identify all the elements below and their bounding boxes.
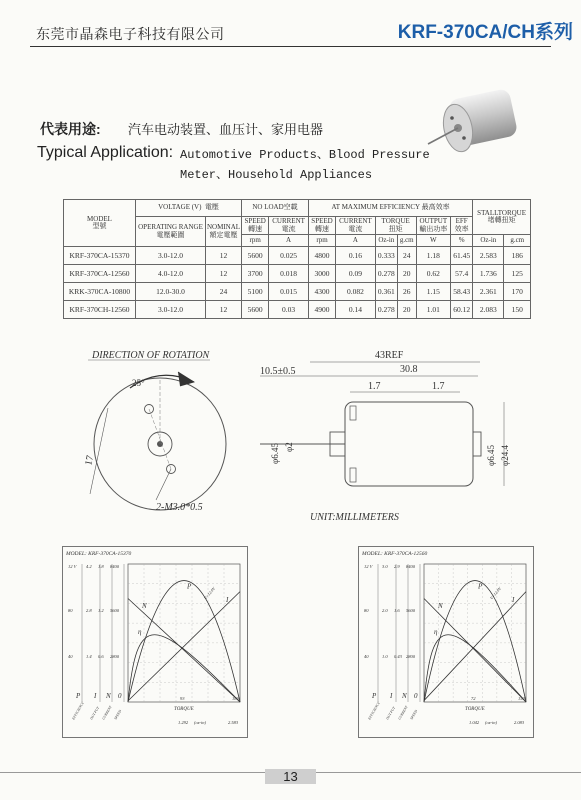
curve-label-eta: η — [138, 628, 142, 636]
stat-label: OUT PUT — [385, 705, 397, 721]
table-cell: 0.09 — [336, 265, 376, 283]
table-cell: 20 — [397, 301, 416, 319]
speed-curve — [424, 599, 526, 703]
dim-30-8: 30.8 — [400, 364, 418, 375]
column-label: N — [402, 692, 407, 700]
table-cell: 0.03 — [269, 301, 309, 319]
voltage-annotation: V=12.0V — [202, 586, 217, 601]
y-axis-tick: 1.4 — [86, 654, 92, 659]
rotation-arrowhead — [178, 372, 194, 386]
y-axis-tick: 3.0 — [382, 564, 388, 569]
y-axis-tick: 8400 — [110, 564, 119, 569]
unit-rpm: rpm — [242, 235, 269, 247]
company-name: 东莞市晶森电子科技有限公司 — [36, 26, 225, 42]
y-axis-tick: 8400 — [406, 564, 415, 569]
y-axis-tick: 1.2 — [98, 608, 104, 613]
speed-curve — [128, 599, 240, 703]
chart-frame — [359, 547, 534, 738]
table-cell: 4300 — [308, 283, 335, 301]
y-axis-tick: 40 — [364, 654, 369, 659]
voltage-annotation: V=12.0V — [488, 586, 503, 601]
x-tick-g: 150 — [518, 696, 525, 701]
curve-label-n: N — [438, 602, 443, 610]
stat-label: OUT PUT — [89, 705, 101, 721]
table-cell: 0.015 — [269, 283, 309, 301]
x-tick: 2.583 — [228, 720, 239, 725]
table-cell: 0.025 — [269, 247, 309, 265]
unit-a-2: A — [336, 235, 376, 247]
table-cell: 186 — [504, 247, 531, 265]
table-cell: 20 — [397, 265, 416, 283]
column-label: 0 — [414, 692, 418, 700]
table-cell: 0.62 — [416, 265, 451, 283]
y-axis-tick: 1.6 — [394, 608, 400, 613]
table-cell: 5600 — [242, 247, 269, 265]
y-axis-tick: 2.9 — [394, 564, 400, 569]
eff-header: EFF 效率 — [451, 217, 473, 235]
table-cell: 24 — [206, 283, 242, 301]
units-label: UNIT:MILLIMETERS — [310, 512, 399, 523]
column-label: 0 — [118, 692, 122, 700]
table-row — [64, 265, 531, 283]
rotation-title: DIRECTION OF ROTATION — [92, 350, 210, 361]
efficiency-curve — [128, 635, 240, 702]
table-cell: 150 — [504, 301, 531, 319]
unit-w: W — [416, 235, 451, 247]
x-tick: 1.042 — [469, 720, 480, 725]
stat-label: CURRENT — [397, 705, 409, 721]
table-cell: 0.16 — [336, 247, 376, 265]
no-load-header: NO LOAD空載 — [242, 200, 309, 217]
table-cell: KRF-370CH-12560 — [64, 301, 136, 319]
x-tick: 2.083 — [514, 720, 525, 725]
angle-label: 25° — [132, 378, 145, 388]
table-cell: 4900 — [308, 301, 335, 319]
model-header: MODEL 型號 — [64, 200, 136, 247]
output-curve — [128, 581, 240, 702]
unit-pct: % — [451, 235, 473, 247]
x-tick: 1.292 — [178, 720, 189, 725]
application-label-cn: 代表用途: — [40, 121, 101, 137]
y-axis-tick: 2.8 — [86, 608, 92, 613]
table-cell: 0.361 — [375, 283, 397, 301]
table-cell: 60.12 — [451, 301, 473, 319]
table-cell: 4800 — [308, 247, 335, 265]
table-cell: 1.18 — [416, 247, 451, 265]
table-cell: 125 — [504, 265, 531, 283]
dim-6-45a: φ6.45 — [270, 443, 280, 464]
stat-label: EFFICIENCY — [71, 701, 85, 721]
column-label: I — [390, 692, 393, 700]
application-text-en-1: Automotive Products、Blood Pressure — [180, 148, 430, 162]
y-axis-tick: 40 — [68, 654, 73, 659]
dim-24-4: φ24.4 — [500, 445, 510, 466]
dim-1-7b: 1.7 — [432, 381, 445, 392]
performance-chart-12560 — [358, 546, 534, 738]
table-cell: 3000 — [308, 265, 335, 283]
speed-header: SPEED 轉速 — [242, 217, 269, 235]
max-eff-header: AT MAXIMUM EFFICIENCY 最高效率 — [308, 200, 472, 217]
table-cell: 0.333 — [375, 247, 397, 265]
stat-label: SPEED — [113, 709, 123, 721]
table-cell: 0.278 — [375, 265, 397, 283]
stat-label: CURRENT — [101, 705, 113, 721]
dim-1-7a: 1.7 — [368, 381, 381, 392]
column-label: P — [372, 692, 377, 700]
y-axis-tick: 80 — [364, 608, 369, 613]
curve-label-p: P — [478, 582, 483, 591]
curve-label-n: N — [142, 602, 147, 610]
stat-label: EFFICIENCY — [367, 701, 381, 721]
rear-boss-side — [473, 432, 481, 456]
performance-chart-15370 — [62, 546, 248, 738]
motor-side-body — [345, 402, 473, 486]
stat-label: SPEED — [409, 709, 419, 721]
table-cell: 26 — [397, 283, 416, 301]
table-cell: KRK-370CA-10800 — [64, 283, 136, 301]
table-cell: 3.0-12.0 — [136, 247, 206, 265]
page-number: 13 — [0, 768, 581, 786]
nominal-header: NOMINAL 額定電壓 — [206, 217, 242, 247]
y-axis-tick: 0.43 — [394, 654, 402, 659]
dim-2: φ2 — [284, 442, 294, 452]
stall-header: STALLTORQUE 堵轉扭矩 — [473, 200, 531, 235]
dim-17-label: 17 — [83, 454, 97, 467]
curve-label-i: I — [512, 596, 515, 604]
holes-leader — [156, 469, 171, 500]
curve-label-p: P — [187, 582, 192, 591]
y-axis-tick: 2800 — [110, 654, 119, 659]
table-cell: 4.0-12.0 — [136, 265, 206, 283]
plot-area — [128, 564, 240, 702]
y-axis-tick: 2.0 — [382, 608, 388, 613]
table-cell: 12 — [206, 247, 242, 265]
torque-header: TORQUE 扭矩 — [375, 217, 416, 235]
table-cell: 12 — [206, 265, 242, 283]
table-cell: 1.736 — [473, 265, 504, 283]
y-axis-tick: 12 V — [68, 564, 77, 569]
chart-title: MODEL: KRF-370CA-15370 — [66, 551, 132, 557]
spec-table — [63, 199, 531, 319]
column-label: N — [106, 692, 111, 700]
output-header: OUTPUT 輸出功率 — [416, 217, 451, 235]
table-row — [64, 247, 531, 265]
y-axis-tick: 80 — [68, 608, 73, 613]
x-unit: (oz-in) — [194, 720, 206, 725]
y-axis-tick: 0.6 — [98, 654, 104, 659]
mechanical-drawing — [60, 344, 530, 534]
ref-length: 43REF — [375, 350, 404, 361]
table-cell: KRF-370CA-15370 — [64, 247, 136, 265]
current-header-2: CURRENT 電流 — [336, 217, 376, 235]
curve-label-eta: η — [434, 628, 438, 636]
y-axis-tick: 5600 — [110, 608, 119, 613]
table-row — [64, 283, 531, 301]
unit-rpm-2: rpm — [308, 235, 335, 247]
speed-header-2: SPEED 轉速 — [308, 217, 335, 235]
table-cell: 12.0-30.0 — [136, 283, 206, 301]
unit-ozin-2: Oz-in — [473, 235, 504, 247]
table-cell: 0.018 — [269, 265, 309, 283]
table-cell: 12 — [206, 301, 242, 319]
table-cell: 170 — [504, 283, 531, 301]
chart-title: MODEL: KRF-370CA-12560 — [362, 551, 428, 557]
application-text-cn: 汽车电动装置、血压计、家用电器 — [128, 122, 324, 137]
y-axis-tick: 1.0 — [382, 654, 388, 659]
x-tick-g: 186 — [232, 696, 239, 701]
voltage-header: VOLTAGE (V) 電壓 — [136, 200, 242, 217]
page-header — [0, 0, 581, 52]
current-header: CURRENT 電流 — [269, 217, 309, 235]
efficiency-curve — [424, 635, 526, 702]
table-cell: 0.082 — [336, 283, 376, 301]
table-row — [64, 301, 531, 319]
y-axis-tick: 12 V — [364, 564, 373, 569]
holes-label: 2-M3.0*0.5 — [156, 502, 203, 513]
motor-image — [422, 82, 532, 162]
table-cell: 2.083 — [473, 301, 504, 319]
dim-10-5: 10.5±0.5 — [260, 366, 296, 377]
curve-label-i: I — [226, 596, 229, 604]
header-rule — [30, 46, 551, 47]
table-cell: 58.43 — [451, 283, 473, 301]
x-unit: (oz-in) — [485, 720, 497, 725]
x-tick-g: 72 — [471, 696, 476, 701]
table-cell: 5100 — [242, 283, 269, 301]
unit-a: A — [269, 235, 309, 247]
y-axis-tick: 2800 — [406, 654, 415, 659]
dim-6-45b: φ6.45 — [486, 445, 496, 466]
table-cell: 57.4 — [451, 265, 473, 283]
y-axis-tick: 5600 — [406, 608, 415, 613]
x-axis-label: TORQUE — [465, 707, 485, 712]
terminal-top — [350, 406, 356, 420]
series-title: KRF-370CA/CH系列 — [397, 22, 573, 43]
table-cell: KRF-370CA-12560 — [64, 265, 136, 283]
x-tick-g: 93 — [180, 696, 185, 701]
unit-gcm: g.cm — [397, 235, 416, 247]
table-cell: 0.14 — [336, 301, 376, 319]
application-label-en: Typical Application: — [37, 144, 174, 161]
table-cell: 1.15 — [416, 283, 451, 301]
table-cell: 24 — [397, 247, 416, 265]
op-range-header: OPERATING RANGE 電壓範圍 — [136, 217, 206, 247]
column-label: I — [94, 692, 97, 700]
application-text-en-2: Meter、Household Appliances — [180, 168, 373, 182]
plot-area — [424, 564, 526, 702]
table-cell: 2.583 — [473, 247, 504, 265]
unit-gcm-2: g.cm — [504, 235, 531, 247]
table-cell: 0.278 — [375, 301, 397, 319]
table-cell: 2.361 — [473, 283, 504, 301]
table-cell: 5600 — [242, 301, 269, 319]
table-cell: 3.0-12.0 — [136, 301, 206, 319]
unit-ozin: Oz-in — [375, 235, 397, 247]
chart-frame — [63, 547, 248, 738]
table-cell: 61.45 — [451, 247, 473, 265]
y-axis-tick: 4.2 — [86, 564, 92, 569]
table-cell: 3700 — [242, 265, 269, 283]
terminal-bottom — [350, 468, 356, 482]
column-label: P — [76, 692, 81, 700]
table-cell: 1.01 — [416, 301, 451, 319]
x-axis-label: TORQUE — [174, 707, 194, 712]
y-axis-tick: 1.8 — [98, 564, 104, 569]
